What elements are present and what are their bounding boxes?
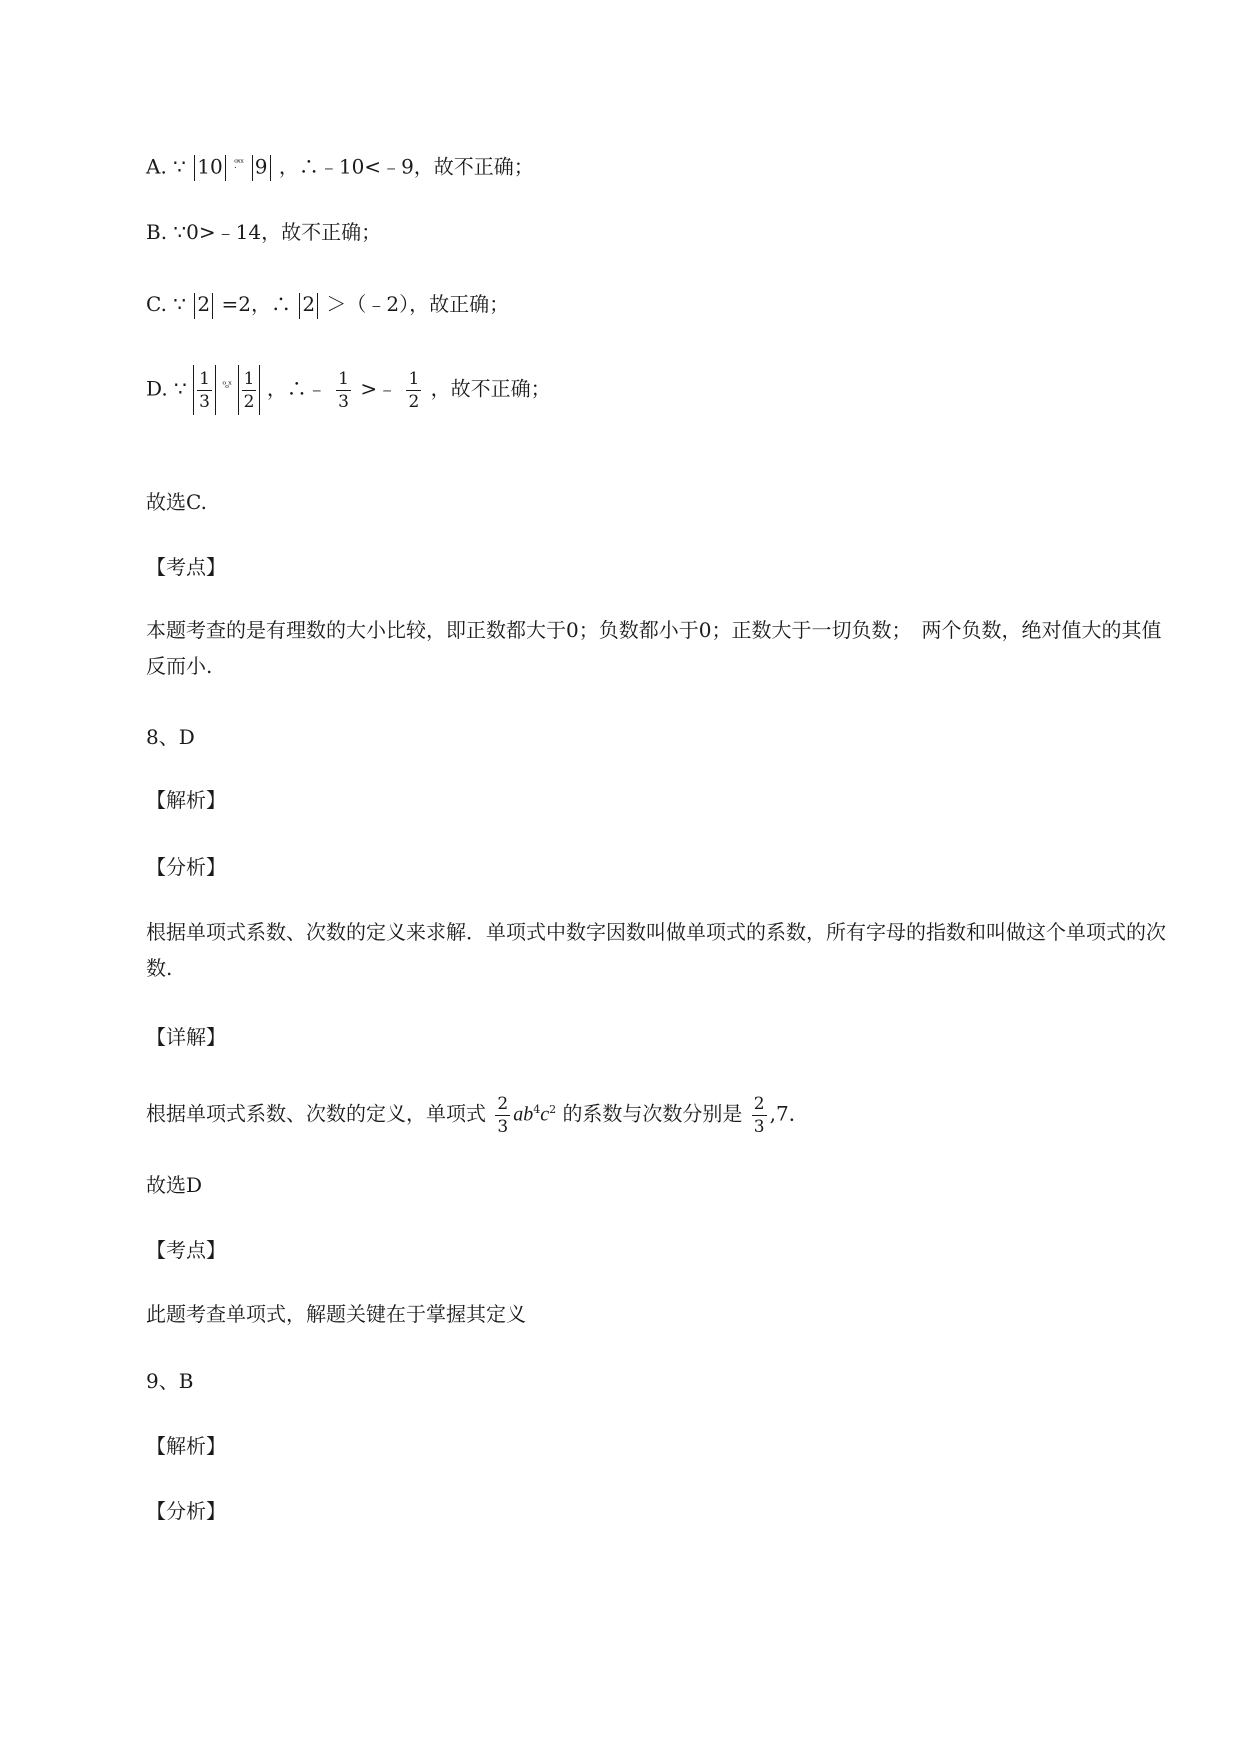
- question-9-answer: 9、B: [146, 1369, 194, 1393]
- section-heading-jiexi: 【解析】: [146, 788, 226, 812]
- section-heading-jiexi: 【解析】: [146, 1434, 226, 1458]
- choose-answer-7: 故选C.: [146, 490, 207, 514]
- fraction: $\frac{1}{3}$: [199, 368, 210, 412]
- fraction: $\frac{2}{3}$: [497, 1093, 509, 1137]
- kaodian-8-text: 此题考查单项式，解题关键在于掌握其定义: [146, 1302, 526, 1326]
- option-d-line: D. ∵ $\frac{1}{3}$ $^{ᵒ_oˣ}$ $\frac{1}{2}$ ，∴﹣ $\frac{1}{3}$ >﹣ $\frac{1}{2}$ ，故不正确；: [146, 358, 551, 417]
- option-b-line: B. ∵0>﹣14，故不正确；: [146, 220, 382, 244]
- section-heading-kaodian: 【考点】: [146, 555, 226, 579]
- fraction: $\frac{1}{3}$: [338, 368, 349, 412]
- section-heading-fenxi: 【分析】: [146, 855, 226, 879]
- fenxi-8-text: 根据单项式系数、次数的定义来求解．单项式中数字因数叫做单项式的系数，所有字母的指数和叫做这个单项式的次数.: [146, 920, 1166, 980]
- garbled-symbol: ᵒₒˣ: [222, 380, 232, 391]
- fraction: $\frac{2}{3}$: [753, 1093, 765, 1137]
- kaodian-7-text: 本题考查的是有理数的大小比较，即正数都大于0；负数都小于0；正数大于一切负数； 两个负数，绝对值大的其值反而小.: [146, 618, 1162, 678]
- fraction: $\frac{1}{2}$: [243, 368, 255, 412]
- garbled-symbol: ᵒ̣ˣˣ: [234, 158, 244, 169]
- choose-answer-8: 故选D: [146, 1173, 203, 1197]
- xiangjie-8-text: 根据单项式系数、次数的定义，单项式 $\frac{2}{3}$ $ab^4c^2$ 的系数与次数分别是 $\frac{2}{3}$ ,7．: [146, 1093, 809, 1137]
- option-c-line: C. ∵ 2 =2，∴ 2 ＞（﹣2），故正确；: [146, 290, 509, 319]
- section-heading-kaodian: 【考点】: [146, 1238, 226, 1262]
- option-a-line: A. ∵ 10 $^{ᵒ̣ˣˣ}$ 9 ，∴﹣10<﹣9，故不正确；: [146, 150, 534, 181]
- option-a-prefix: A. ∵: [146, 154, 186, 179]
- section-heading-xiangjie: 【详解】: [146, 1025, 226, 1049]
- section-heading-fenxi: 【分析】: [146, 1499, 226, 1523]
- question-8-answer: 8、D: [146, 725, 195, 749]
- fraction: $\frac{1}{2}$: [408, 368, 420, 412]
